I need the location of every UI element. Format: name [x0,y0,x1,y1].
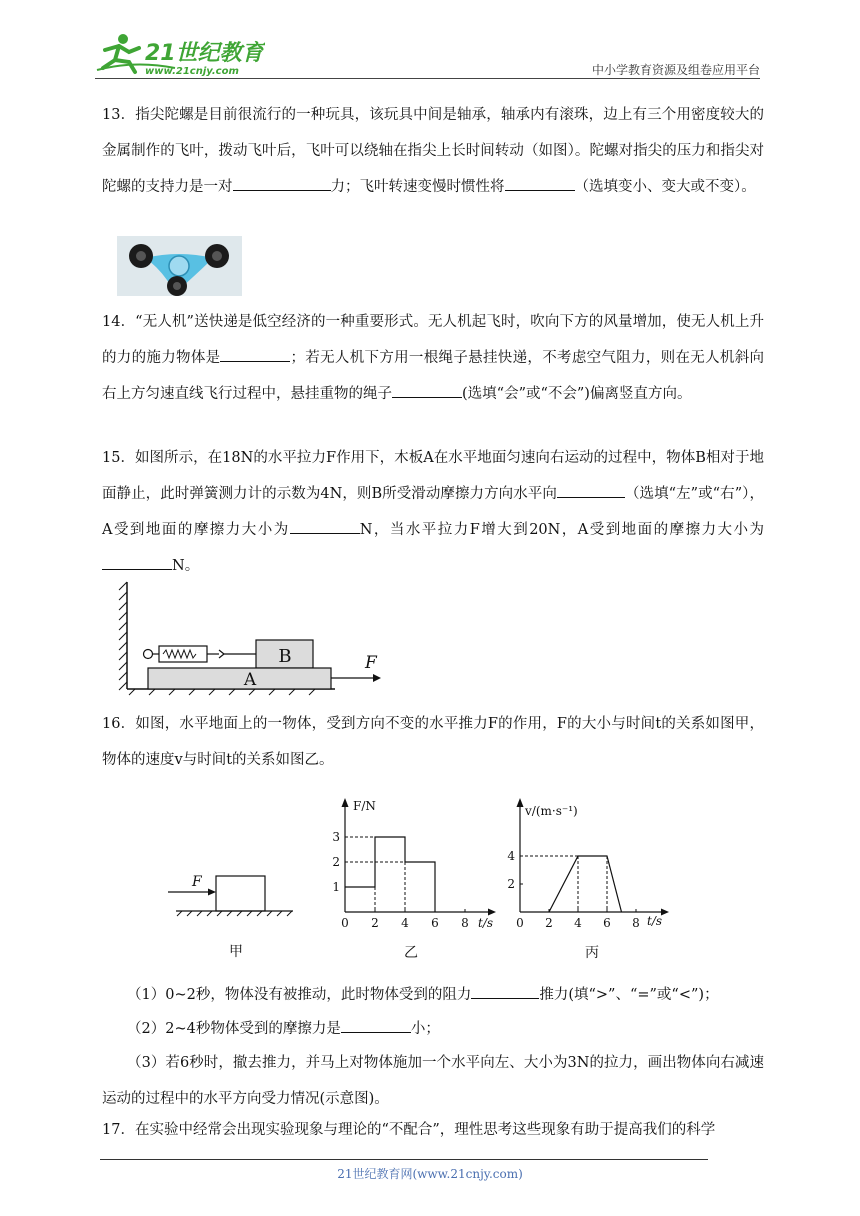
board-a [148,668,331,690]
q15-text-b: （选填“左”或“右”），A受到地面的摩擦力大小为 [102,486,764,538]
question-17 [102,1112,764,1148]
logo-text: 21世纪教育 [145,41,264,66]
question-14 [102,304,764,412]
force-arrow [331,653,381,682]
fidget-spinner-image [117,236,242,296]
q13-blank-1[interactable] [233,176,331,191]
page-header [95,30,760,82]
caption-yi: 乙 [404,945,418,961]
q16-blank-2[interactable] [341,1018,411,1033]
q15-diagram [115,578,390,696]
svg-text:B: B [278,646,292,667]
x-tick-label: 2 [371,916,379,930]
q15-blank-2[interactable] [290,519,360,534]
y-tick-label: 4 [507,849,515,863]
q16-blank-1[interactable] [471,984,539,999]
x-tick-label: 2 [545,916,553,930]
wall [119,582,127,690]
caption-jia: 甲 [229,944,243,960]
q16-text: 16．如图，水平地面上的一物体，受到方向不变的水平推力F的作用，F的大小与时间t的关系如图甲，物体的速度v与时间t的关系如图乙。 [102,716,764,768]
y-tick-label: 2 [507,877,515,891]
site-logo [95,30,265,78]
q16-sub2-text-a: （2）2~4秒物体受到的摩擦力是 [127,1021,341,1037]
q13-text-c: （选填变小、变大或不变）。 [574,179,756,195]
q14-blank-1[interactable] [220,347,290,362]
q16-sub-2 [127,1011,767,1047]
q15-text-d: N。 [172,558,200,574]
question-15 [102,440,764,584]
q16-sub-1 [127,977,767,1013]
x-tick-label: 6 [431,916,439,930]
chart-b-xlabel: t/s [478,916,494,930]
block-b [256,640,313,668]
force-curve [345,837,435,912]
object-block [216,876,265,911]
q16-sub2-text-b: 小； [410,1021,440,1037]
caption-bing: 丙 [585,945,599,961]
q13-text-a: 13．指尖陀螺是目前很流行的一种玩具，该玩具中间是轴承，轴承内有滚珠，边上有三个用密度较大的金属制作的飞叶，拨动飞叶后，飞叶可以绕轴在指尖上长时间转动（如图）。陀螺对指尖的压力和指尖对陀螺的支持力是一对 [102,107,764,195]
svg-text:F: F [365,653,377,673]
chart-b-ylabel: F/N [353,799,376,813]
q16-figure-a [168,866,298,966]
q16-sub1-text-a: （1）0~2秒，物体没有被推动，此时物体受到的阻力 [127,987,472,1003]
platform-name: 中小学教育资源及组卷应用平台 [591,63,760,77]
x-tick-label: 6 [603,916,611,930]
x-tick-label: 4 [574,916,582,930]
page-footer: 21世纪教育网(www.21cnjy.com) [337,1167,523,1181]
svg-text:A: A [243,670,257,690]
header-rule [95,78,760,79]
q14-text-c: (选填“会”或“不会”)偏离竖直方向。 [462,386,692,402]
velocity-curve [549,856,622,912]
q14-text-a: 14．“无人机”送快递是低空经济的一种重要形式。无人机起飞时，吹向下方的风量增加，使无人机上升的力的施力物体是 [102,314,764,366]
q14-text-b: ；若无人机下方用一根绳子悬挂快递，不考虑空气阻力，则在无人机斜向右上方匀速直线飞行过程中，悬挂重物的绳子 [102,350,765,402]
spring-scale [144,646,257,662]
y-tick-label: 3 [332,830,340,844]
q16-sub-3 [102,1045,764,1117]
svg-text:F: F [192,874,202,890]
q17-text: 17．在实验中经常会出现实验现象与理论的“不配合”，理性思考这些现象有助于提高我们的科学 [102,1122,716,1138]
q15-blank-1[interactable] [557,483,625,498]
x-tick-label: 4 [401,916,409,930]
q16-sub3-text: （3）若6秒时，撤去推力，并马上对物体施加一个水平向左、大小为3N的拉力，画出物体向右减速运动的过程中的水平方向受力情况(示意图)。 [102,1055,764,1107]
x-tick-label: 8 [632,916,640,930]
q15-text-c: N，当水平拉力F增大到20N，A受到地面的摩擦力大小为 [359,522,764,538]
x-tick-label: 0 [516,916,524,930]
question-16 [102,706,764,778]
logo-url: www.21cnjy.com [145,66,239,77]
q16-figure-c [505,795,675,965]
q16-figure-b [318,795,503,965]
ground [127,689,335,695]
q13-blank-2[interactable] [505,176,575,191]
y-tick-label: 1 [332,880,340,894]
q13-text-b: 力；飞叶转速变慢时惯性将 [330,179,505,195]
q15-text-a: 15．如图所示，在18N的水平拉力F作用下，木板A在水平地面匀速向右运动的过程中，物体B相对于地面静止，此时弹簧测力计的示数为4N，则B所受滑动摩擦力方向水平向 [102,450,764,502]
q14-blank-2[interactable] [392,383,462,398]
chart-c-ylabel: v/(m·s⁻¹) [525,804,578,818]
y-tick-label: 2 [332,855,340,869]
footer-rule [100,1159,708,1160]
q15-blank-3[interactable] [102,555,172,570]
x-tick-label: 0 [341,916,349,930]
question-13 [102,97,764,205]
chart-c-xlabel: t/s [647,914,663,928]
q16-sub1-text-b: 推力(填“>”、“=”或“<”)； [539,987,719,1003]
x-tick-label: 8 [461,916,469,930]
